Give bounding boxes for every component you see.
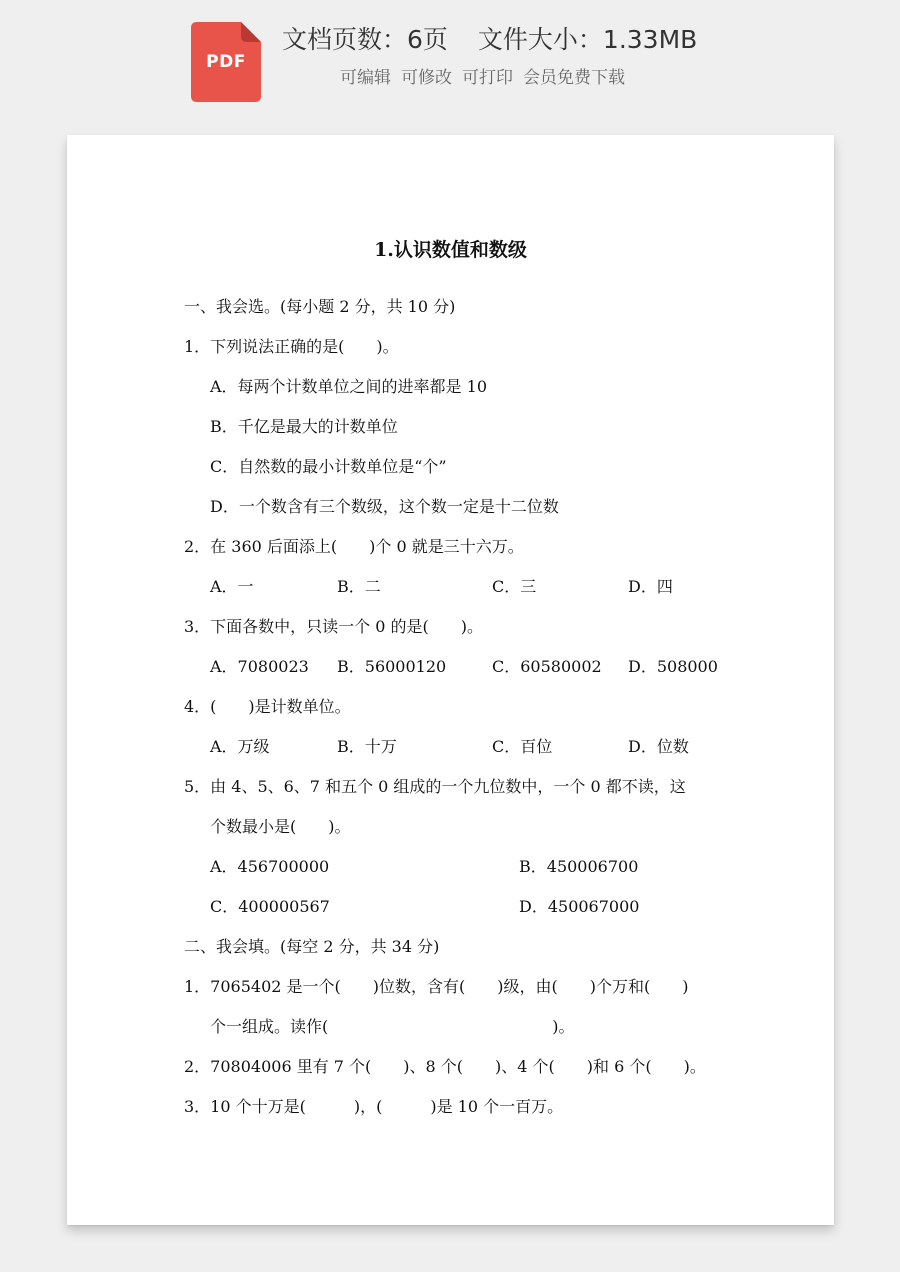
document-page <box>67 135 834 1225</box>
q2-stem: 2．在 360 后面添上( )个 0 就是三十六万。 <box>184 537 524 556</box>
q2-option-b: B．二 <box>337 577 381 596</box>
q2-option-c: C．三 <box>492 577 537 596</box>
feature-list <box>340 66 635 90</box>
s2-q1-line2: 个一组成。读作( )。 <box>210 1017 575 1036</box>
q4-option-a: A．万级 <box>210 737 270 756</box>
s2-q1-line1: 1．7065402 是一个( )位数，含有( )级，由( )个万和( ) <box>184 977 689 996</box>
document-title: 1.认识数值和数级 <box>374 239 527 261</box>
q2-option-a: A．一 <box>210 577 254 596</box>
feature-editable: 可编辑 <box>340 68 391 88</box>
q4-option-d: D．位数 <box>628 737 689 756</box>
feature-free-download: 会员免费下载 <box>523 68 625 88</box>
section2-heading: 二、我会填。(每空 2 分，共 34 分) <box>184 937 440 956</box>
q4-option-b: B．十万 <box>337 737 397 756</box>
pdf-icon-label: PDF <box>206 52 246 72</box>
q5-option-b: B．450006700 <box>519 857 639 876</box>
section1-heading: 一、我会选。(每小题 2 分，共 10 分) <box>184 297 456 316</box>
q1-option-d: D．一个数含有三个数级，这个数一定是十二位数 <box>210 497 559 516</box>
q3-option-d: D．508000 <box>628 657 718 676</box>
q1-option-b: B．千亿是最大的计数单位 <box>210 417 398 436</box>
q4-option-c: C．百位 <box>492 737 553 756</box>
q5-option-d: D．450067000 <box>519 897 640 916</box>
file-size: 文件大小：1.33MB <box>477 25 698 54</box>
q3-option-a: A．7080023 <box>210 657 309 676</box>
q3-option-b: B．56000120 <box>337 657 447 676</box>
q3-stem: 3．下面各数中，只读一个 0 的是( )。 <box>184 617 484 636</box>
pdf-file-icon <box>191 22 261 102</box>
s2-q3: 3．10 个十万是( )，( )是 10 个一百万。 <box>184 1097 564 1116</box>
q5-stem-line1: 5．由 4、5、6、7 和五个 0 组成的一个九位数中，一个 0 都不读，这 <box>184 777 686 796</box>
q5-option-c: C．400000567 <box>210 897 330 916</box>
q1-option-a: A．每两个计数单位之间的进率都是 10 <box>210 377 488 396</box>
q5-option-a: A．456700000 <box>210 857 330 876</box>
q4-stem: 4．( )是计数单位。 <box>184 697 351 716</box>
q3-option-c: C．60580002 <box>492 657 602 676</box>
q1-stem: 1．下列说法正确的是( )。 <box>184 337 399 356</box>
file-info <box>282 22 697 58</box>
q5-stem-line2: 个数最小是( )。 <box>210 817 351 836</box>
page-count: 文档页数：6页 <box>282 25 448 54</box>
s2-q2: 2．70804006 里有 7 个( )、8 个( )、4 个( )和 6 个( )。 <box>184 1057 706 1076</box>
feature-printable: 可打印 <box>462 68 513 88</box>
feature-modifiable: 可修改 <box>401 68 452 88</box>
q1-option-c: C．自然数的最小计数单位是“个” <box>210 457 447 476</box>
q2-option-d: D．四 <box>628 577 673 596</box>
page-header <box>0 0 900 120</box>
